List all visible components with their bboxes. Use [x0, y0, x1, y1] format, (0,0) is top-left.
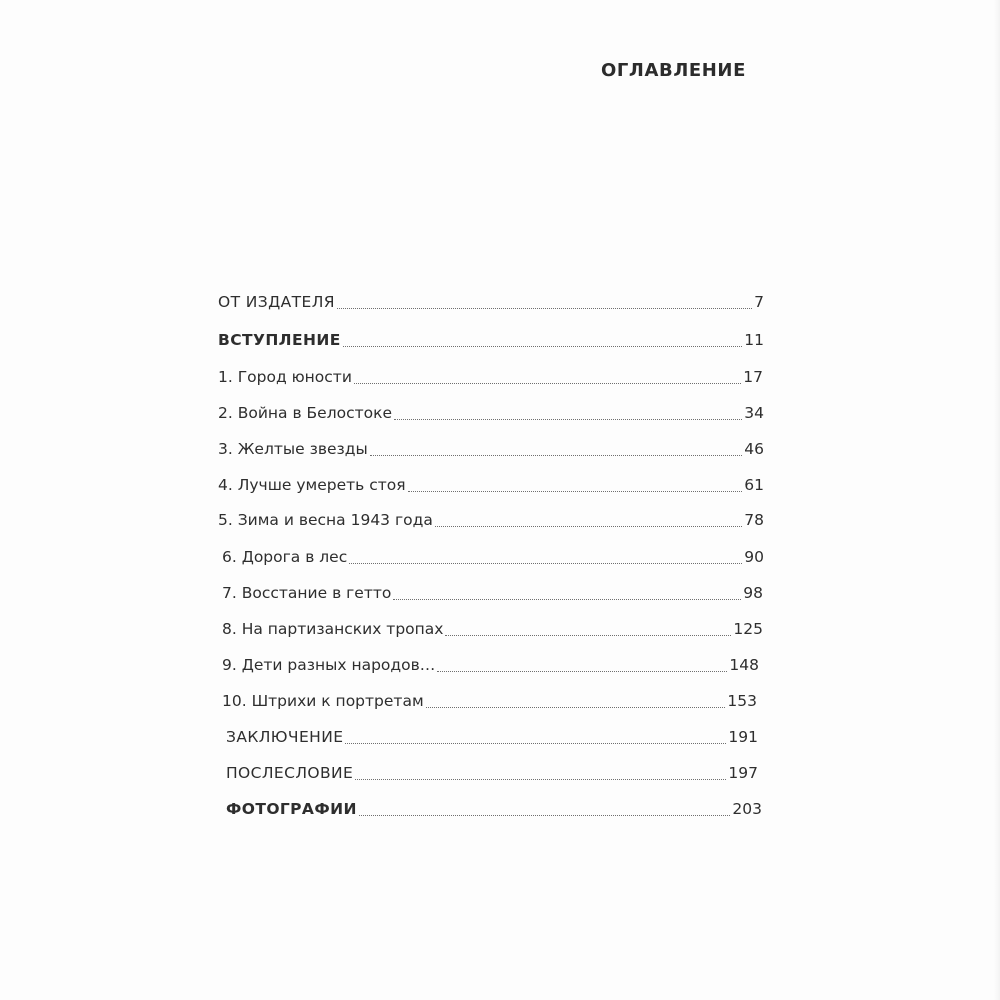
toc-page-number: 148 [729, 656, 759, 674]
table-of-contents [0, 282, 1000, 842]
toc-entry-chapter-7 [222, 580, 763, 606]
toc-entry-label: 3. Желтые звезды [218, 440, 368, 458]
toc-page-number: 7 [754, 293, 764, 311]
toc-entry-label: 6. Дорога в лес [222, 548, 348, 566]
toc-entry-introduction [218, 327, 764, 353]
toc-entry-chapter-3 [218, 436, 764, 462]
toc-dot-leader [337, 308, 752, 309]
page-title: ОГЛАВЛЕНИЕ [600, 60, 746, 81]
toc-dot-leader [359, 815, 731, 816]
toc-page-number: 203 [732, 800, 762, 818]
toc-dot-leader [445, 635, 731, 636]
toc-page-number: 153 [727, 692, 757, 710]
toc-entry-chapter-10 [222, 688, 757, 714]
toc-dot-leader [349, 563, 742, 564]
toc-dot-leader [343, 346, 743, 347]
toc-page-number: 17 [743, 368, 763, 386]
toc-entry-from-publisher [218, 289, 764, 315]
toc-entry-chapter-4 [218, 472, 764, 498]
toc-entry-label: 10. Штрихи к портретам [222, 692, 424, 710]
toc-entry-label: ЗАКЛЮЧЕНИЕ [226, 728, 344, 746]
toc-entry-chapter-2 [218, 400, 764, 426]
toc-entry-label: 5. Зима и весна 1943 года [218, 511, 433, 529]
toc-dot-leader [354, 383, 741, 384]
toc-dot-leader [437, 671, 727, 672]
toc-page-number: 197 [728, 764, 758, 782]
toc-entry-label: ОТ ИЗДАТЕЛЯ [218, 293, 335, 311]
toc-page-number: 61 [744, 476, 764, 494]
toc-entry-label: ФОТОГРАФИИ [226, 800, 357, 818]
toc-entry-label: 4. Лучше умереть стоя [218, 476, 406, 494]
toc-entry-label: ВСТУПЛЕНИЕ [218, 331, 341, 349]
toc-entry-label: 8. На партизанских тропах [222, 620, 444, 638]
toc-entry-label: 9. Дети разных народов… [222, 656, 436, 674]
toc-entry-chapter-9 [222, 652, 759, 678]
toc-dot-leader [345, 743, 726, 744]
toc-dot-leader [355, 779, 726, 780]
toc-dot-leader [426, 707, 726, 708]
toc-entry-photographs [226, 796, 762, 822]
toc-page-number: 98 [743, 584, 763, 602]
toc-entry-chapter-1 [218, 364, 763, 390]
toc-entry-afterword [226, 760, 758, 786]
toc-page-number: 191 [728, 728, 758, 746]
toc-dot-leader [370, 455, 743, 456]
toc-entry-label: 1. Город юности [218, 368, 352, 386]
toc-page-number: 125 [733, 620, 763, 638]
toc-page-number: 34 [744, 404, 764, 422]
toc-entry-label: 2. Война в Белостоке [218, 404, 393, 422]
toc-dot-leader [393, 599, 741, 600]
toc-page-number: 46 [744, 440, 764, 458]
toc-entry-label: 7. Восстание в гетто [222, 584, 392, 602]
toc-entry-conclusion [226, 724, 758, 750]
toc-entry-chapter-5 [218, 507, 764, 533]
toc-page-number: 90 [744, 548, 764, 566]
toc-entry-chapter-6 [222, 544, 764, 570]
toc-entry-label: ПОСЛЕСЛОВИЕ [226, 764, 354, 782]
toc-dot-leader [435, 526, 742, 527]
toc-page-number: 78 [744, 511, 764, 529]
toc-page-number: 11 [744, 331, 764, 349]
toc-entry-chapter-8 [222, 616, 763, 642]
toc-dot-leader [394, 419, 742, 420]
toc-dot-leader [408, 491, 743, 492]
